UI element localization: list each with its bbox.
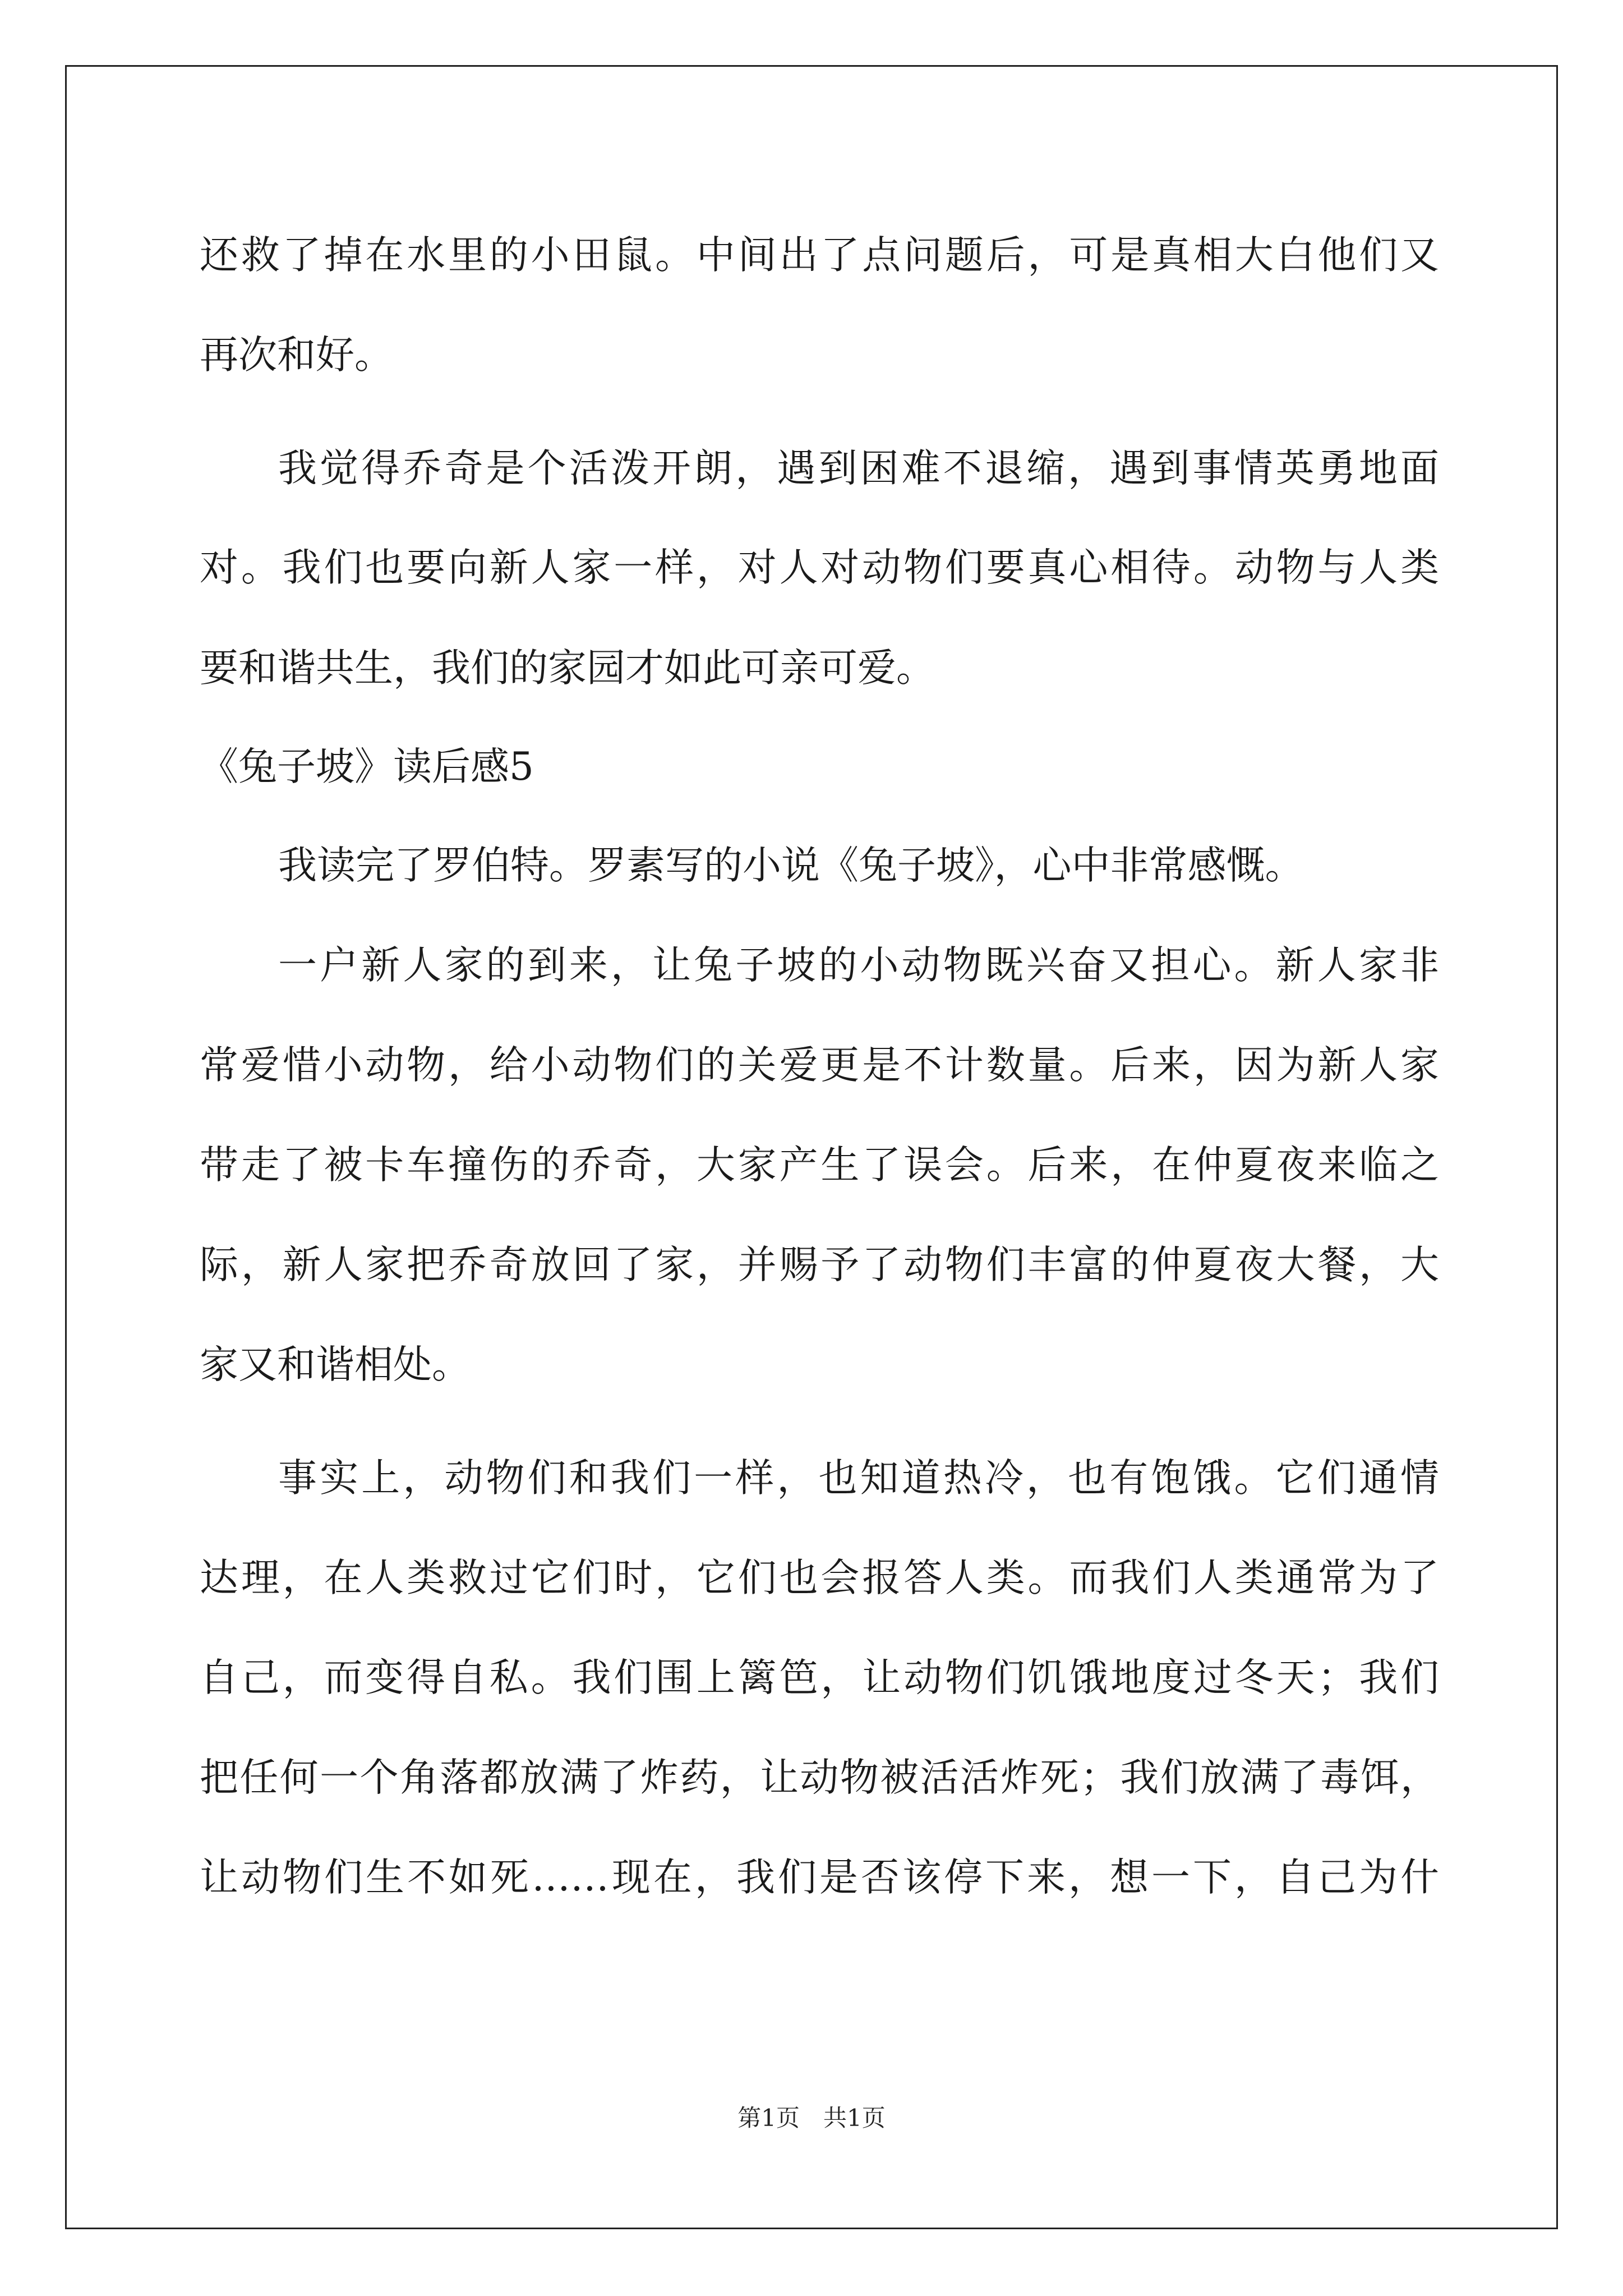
text-line: 对。我们也要向新人家一样，对人对动物们要真心相待。动物与人类 — [200, 545, 1439, 590]
paragraph-first-line: 我读完了罗伯特。罗素写的小说《兔子坡》，心中非常感慨。 — [278, 843, 1304, 888]
paragraph-first-line: 事实上，动物们和我们一样，也知道热冷，也有饱饿。它们通情 — [278, 1456, 1439, 1501]
page-number-footer: 第1页 共1页 — [737, 2104, 886, 2132]
paragraph-first-line: 我觉得乔奇是个活泼开朗，遇到困难不退缩，遇到事情英勇地面 — [278, 446, 1439, 491]
text-line: 带走了被卡车撞伤的乔奇，大家产生了误会。后来，在仲夏夜来临之 — [200, 1143, 1439, 1188]
text-line: 让动物们生不如死……现在，我们是否该停下来，想一下，自己为什 — [200, 1855, 1439, 1900]
text-line: 常爱惜小动物，给小动物们的关爱更是不计数量。后来，因为新人家 — [200, 1043, 1439, 1088]
text-line: 还救了掉在水里的小田鼠。中间出了点问题后，可是真相大白他们又 — [200, 233, 1439, 278]
paragraph-first-line: 一户新人家的到来，让兔子坡的小动物既兴奋又担心。新人家非 — [278, 943, 1439, 988]
text-line: 再次和好。 — [200, 333, 393, 378]
section-heading: 《兔子坡》读后感5 — [200, 744, 534, 789]
text-line: 把任何一个角落都放满了炸药，让动物被活活炸死；我们放满了毒饵， — [200, 1755, 1439, 1800]
text-line: 家又和谐相处。 — [200, 1342, 471, 1387]
text-line: 自己，而变得自私。我们围上篱笆，让动物们饥饿地度过冬天；我们 — [200, 1655, 1439, 1700]
text-line: 达理，在人类救过它们时，它们也会报答人类。而我们人类通常为了 — [200, 1556, 1439, 1600]
text-line: 要和谐共生，我们的家园才如此可亲可爱。 — [200, 646, 935, 691]
text-line: 际，新人家把乔奇放回了家，并赐予了动物们丰富的仲夏夜大餐，大 — [200, 1243, 1439, 1287]
